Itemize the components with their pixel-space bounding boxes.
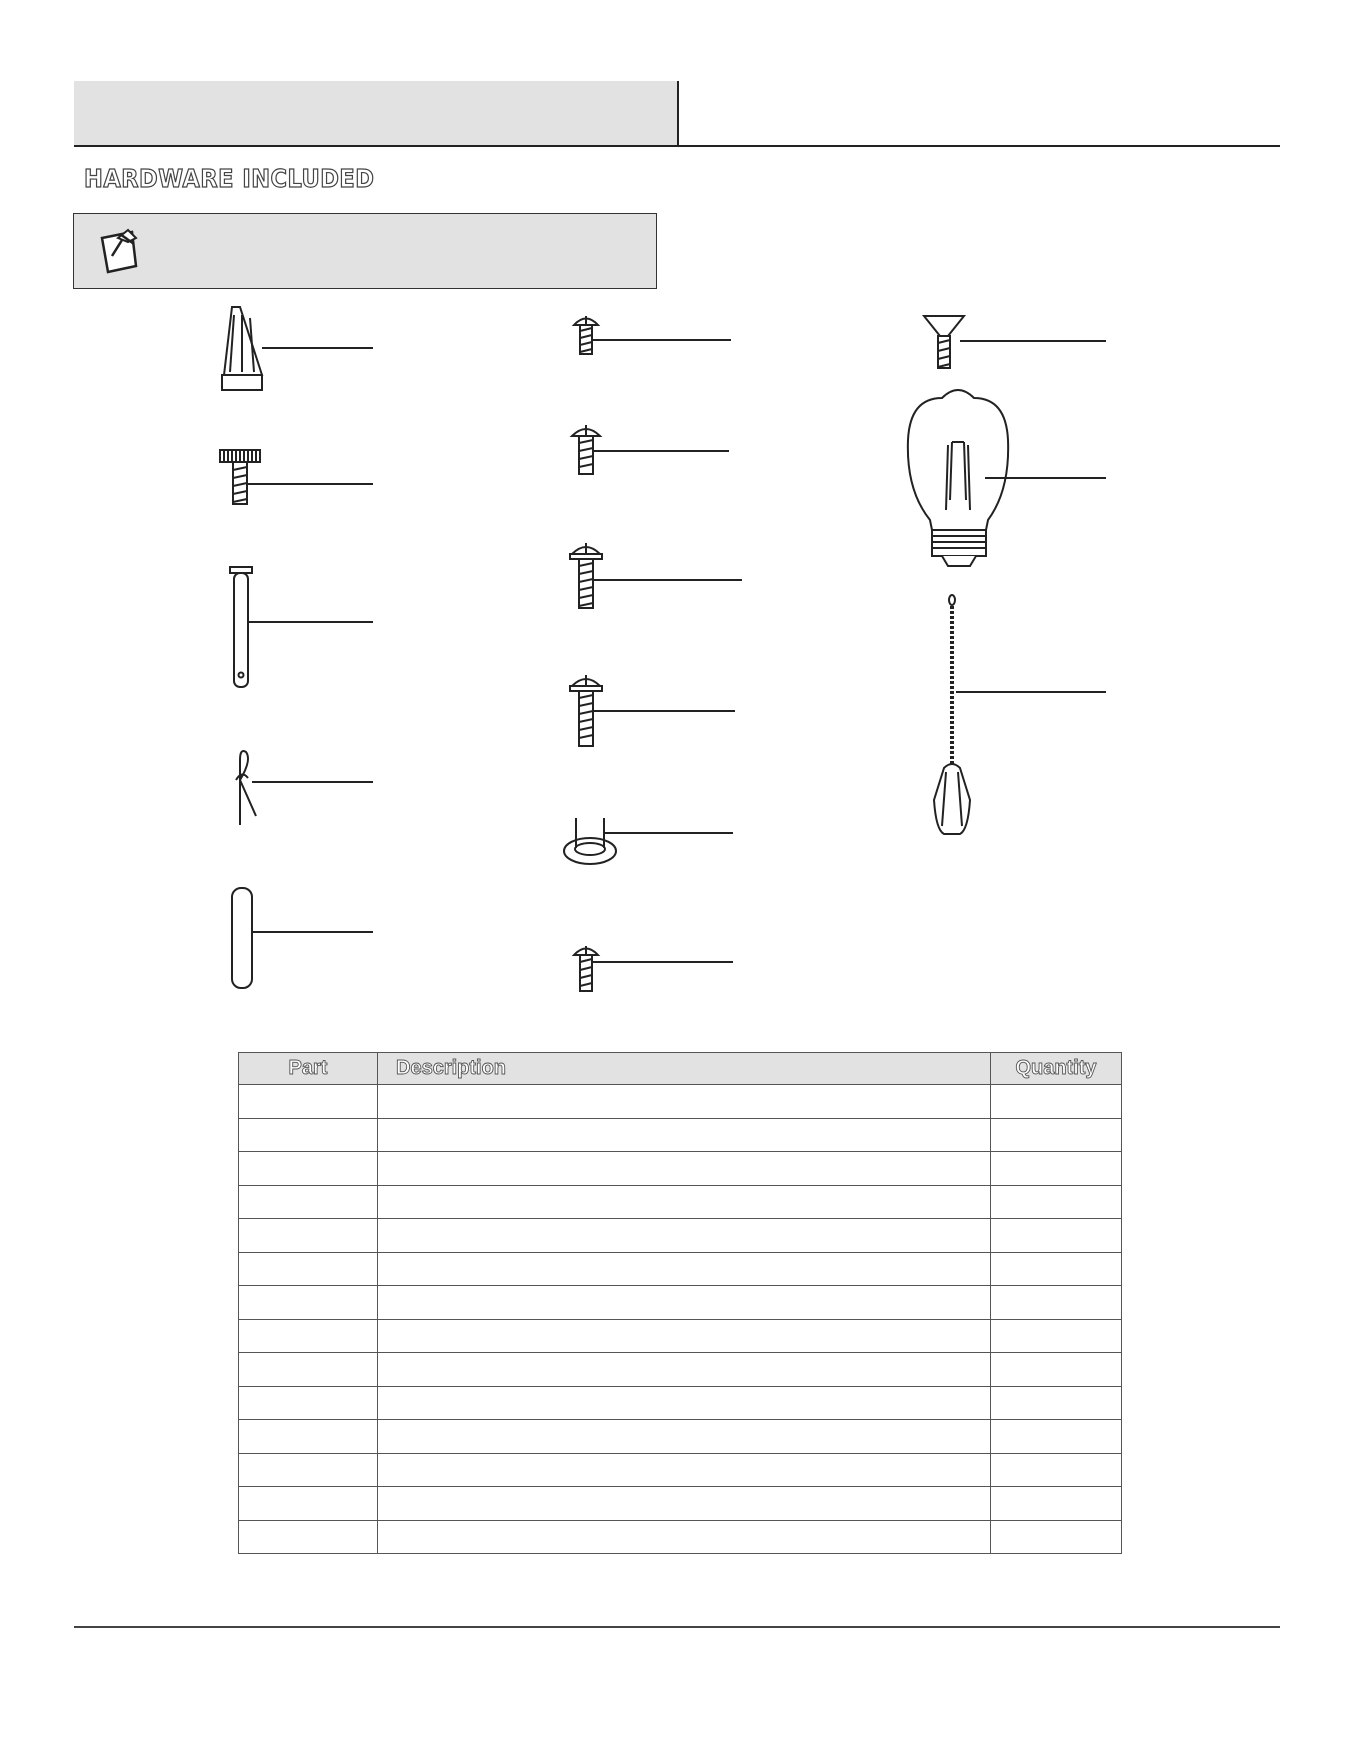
part-cell xyxy=(239,1286,378,1320)
description-cell xyxy=(378,1185,991,1219)
description-cell xyxy=(378,1420,991,1454)
part-cell xyxy=(239,1420,378,1454)
header-quantity: Quantity xyxy=(991,1053,1122,1085)
table-row xyxy=(239,1286,1122,1320)
part-cell xyxy=(239,1219,378,1253)
quantity-cell xyxy=(991,1420,1122,1454)
quantity-cell xyxy=(991,1152,1122,1186)
table-row xyxy=(239,1085,1122,1119)
table-row xyxy=(239,1252,1122,1286)
table-row xyxy=(239,1453,1122,1487)
description-cell xyxy=(378,1520,991,1554)
quantity-cell xyxy=(991,1118,1122,1152)
description-cell xyxy=(378,1453,991,1487)
screw-with-washer-icon xyxy=(570,543,742,608)
cotter-clip-icon xyxy=(236,751,373,825)
part-cell xyxy=(239,1085,378,1119)
quantity-cell xyxy=(991,1453,1122,1487)
table-row xyxy=(239,1353,1122,1387)
dowel-rod-icon xyxy=(232,888,373,988)
part-cell xyxy=(239,1118,378,1152)
part-cell xyxy=(239,1185,378,1219)
round-head-screw-icon xyxy=(574,946,733,991)
thumb-screw-icon xyxy=(220,450,373,504)
wire-connector-icon xyxy=(222,307,373,390)
table-row xyxy=(239,1420,1122,1454)
quantity-cell xyxy=(991,1185,1122,1219)
quantity-cell xyxy=(991,1386,1122,1420)
quantity-cell xyxy=(991,1286,1122,1320)
push-nut-icon xyxy=(564,818,733,864)
quantity-cell xyxy=(991,1487,1122,1521)
light-bulb-icon xyxy=(908,390,1106,566)
description-cell xyxy=(378,1085,991,1119)
description-cell xyxy=(378,1319,991,1353)
description-cell xyxy=(378,1252,991,1286)
medium-screw-icon xyxy=(572,425,729,474)
quantity-cell xyxy=(991,1219,1122,1253)
description-cell xyxy=(378,1386,991,1420)
flat-head-screw-icon xyxy=(924,316,1106,368)
quantity-cell xyxy=(991,1252,1122,1286)
footer-rule xyxy=(74,1626,1280,1628)
description-cell xyxy=(378,1286,991,1320)
long-screw-with-washer-icon xyxy=(570,675,735,746)
header-part: Part xyxy=(239,1053,378,1085)
cross-pin-icon xyxy=(230,567,373,687)
table-row xyxy=(239,1520,1122,1554)
part-cell xyxy=(239,1319,378,1353)
section-title: HARDWARE INCLUDED xyxy=(84,164,375,193)
part-cell xyxy=(239,1520,378,1554)
part-cell xyxy=(239,1152,378,1186)
table-row xyxy=(239,1185,1122,1219)
pull-chain-icon xyxy=(934,595,1106,834)
table-row xyxy=(239,1219,1122,1253)
part-cell xyxy=(239,1353,378,1387)
part-cell xyxy=(239,1252,378,1286)
description-cell xyxy=(378,1118,991,1152)
description-cell xyxy=(378,1487,991,1521)
description-cell xyxy=(378,1219,991,1253)
part-cell xyxy=(239,1453,378,1487)
small-screw-icon xyxy=(574,316,731,354)
part-cell xyxy=(239,1386,378,1420)
quantity-cell xyxy=(991,1085,1122,1119)
table-row xyxy=(239,1319,1122,1353)
parts-table xyxy=(238,1052,1122,1554)
part-cell xyxy=(239,1487,378,1521)
table-row xyxy=(239,1152,1122,1186)
quantity-cell xyxy=(991,1520,1122,1554)
quantity-cell xyxy=(991,1353,1122,1387)
table-row xyxy=(239,1118,1122,1152)
quantity-cell xyxy=(991,1319,1122,1353)
table-row xyxy=(239,1487,1122,1521)
description-cell xyxy=(378,1152,991,1186)
description-cell xyxy=(378,1353,991,1387)
header-description: Description xyxy=(378,1053,991,1085)
table-row xyxy=(239,1386,1122,1420)
parts-table-header-row xyxy=(239,1053,1122,1085)
